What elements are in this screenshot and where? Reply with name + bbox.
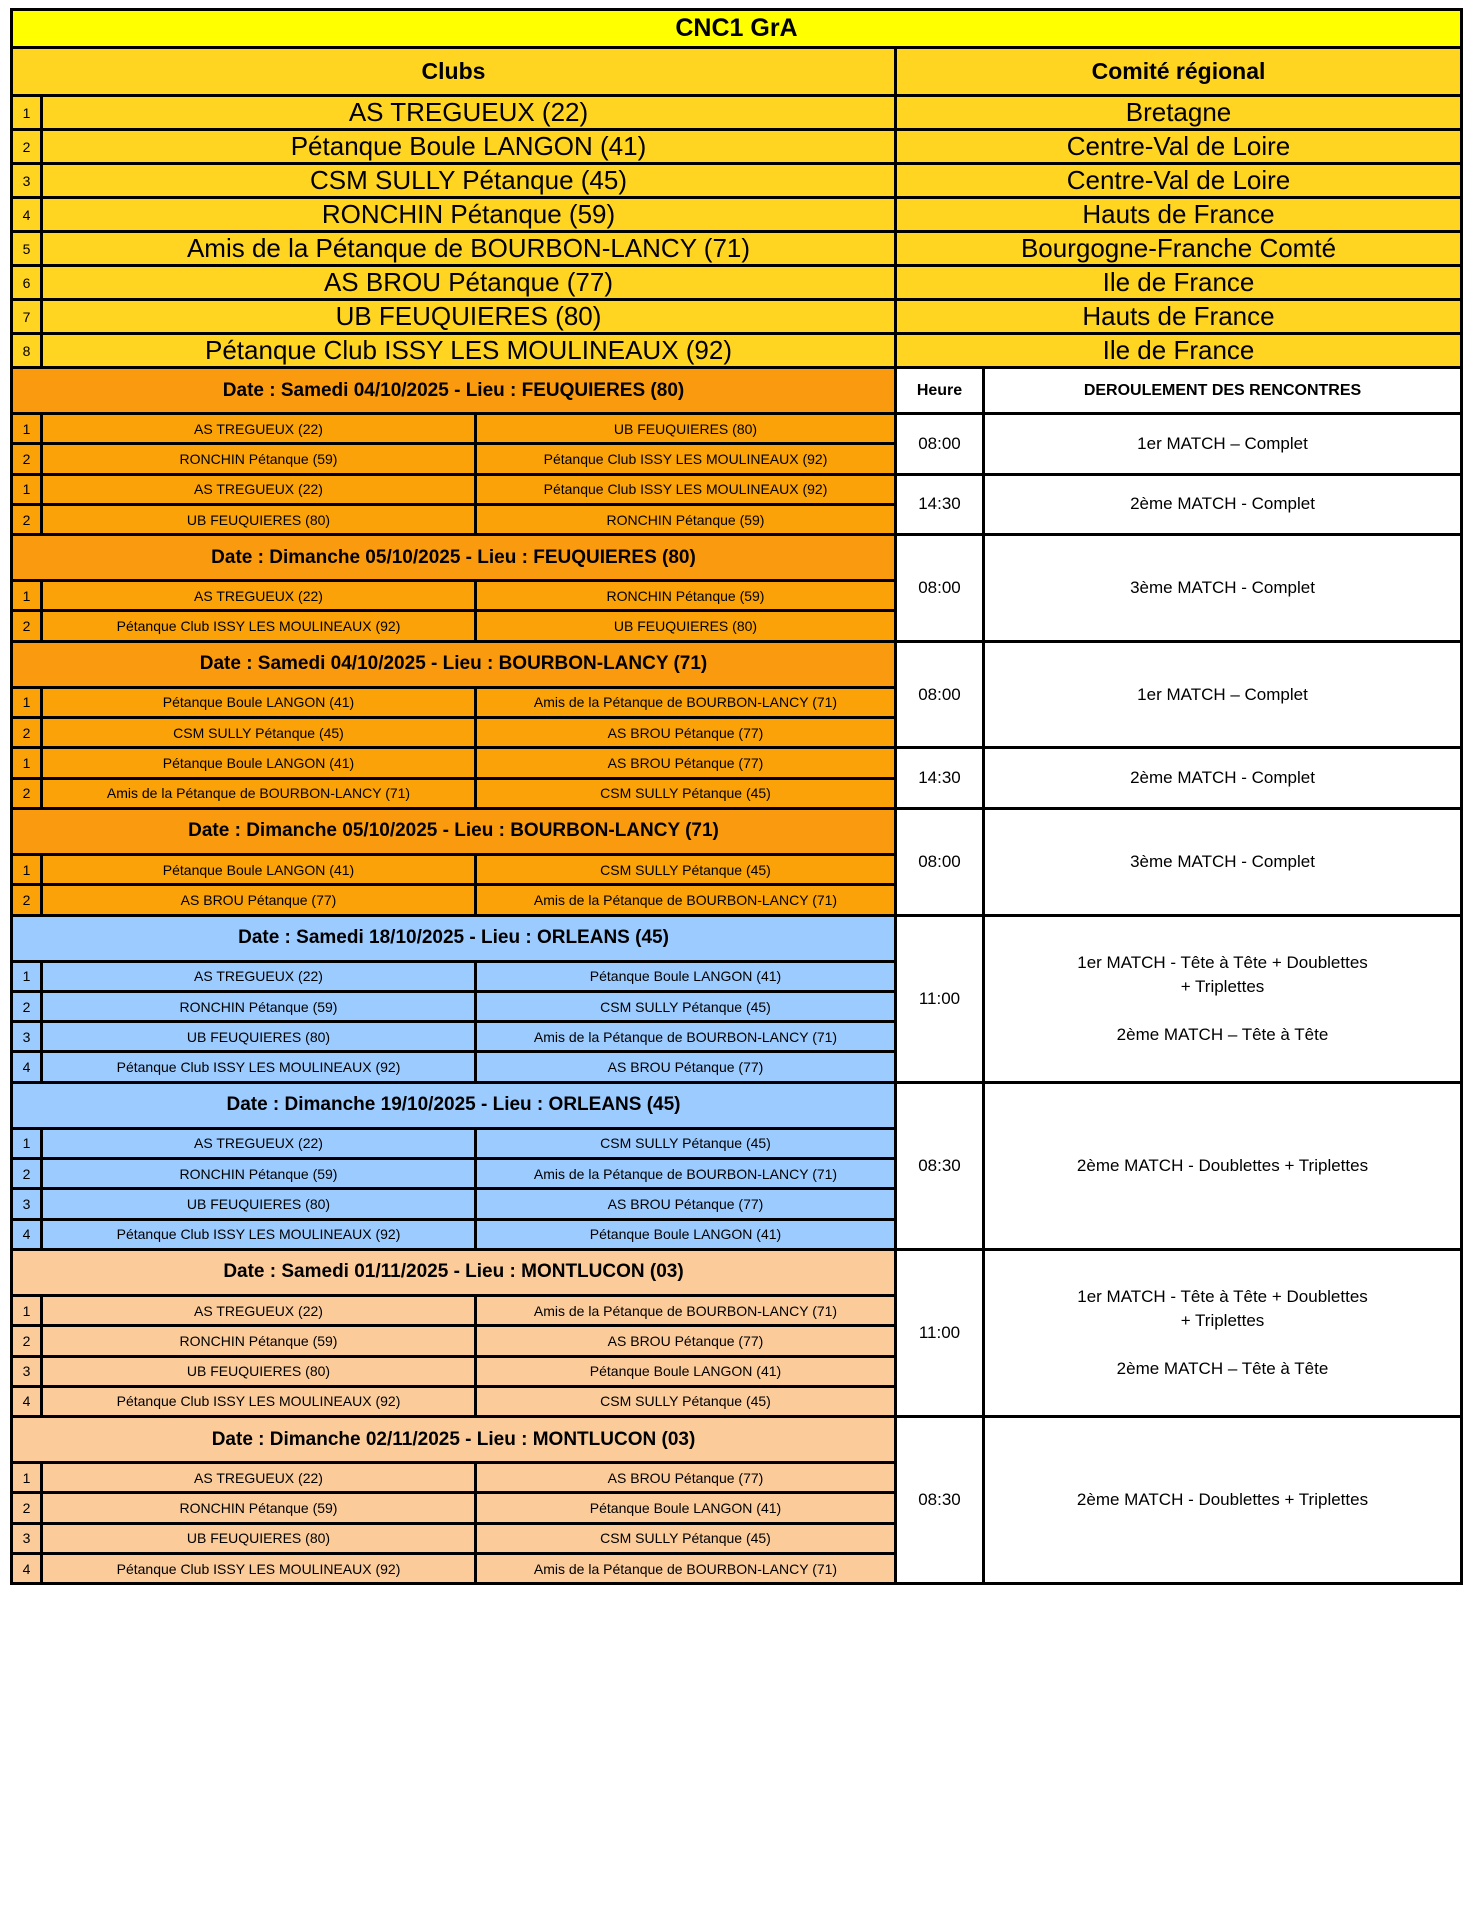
match-team-a: Pétanque Boule LANGON (41) (42, 854, 476, 884)
club-name: UB FEUQUIERES (80) (42, 300, 896, 334)
match-team-b: Amis de la Pétanque de BOURBON-LANCY (71) (476, 1554, 896, 1584)
slot-description: 3ème MATCH - Complet (984, 808, 1462, 915)
description-line (985, 1333, 1460, 1357)
club-name: CSM SULLY Pétanque (45) (42, 164, 896, 198)
club-name: Pétanque Boule LANGON (41) (42, 130, 896, 164)
match-team-a: UB FEUQUIERES (80) (42, 1189, 476, 1219)
club-row (12, 266, 1462, 300)
description-line: + Triplettes (1180, 976, 1265, 996)
slot-time: 08:00 (896, 414, 984, 475)
match-number: 1 (12, 1128, 42, 1158)
match-team-b: Amis de la Pétanque de BOURBON-LANCY (71) (476, 885, 896, 915)
page-title: CNC1 GrA (12, 10, 1462, 48)
match-team-a: Pétanque Boule LANGON (41) (42, 687, 476, 717)
day-date: Date : Dimanche 05/10/2025 - Lieu : BOURBON-LANCY (71) (12, 808, 896, 854)
match-team-a: CSM SULLY Pétanque (45) (42, 718, 476, 748)
slot-time: 11:00 (896, 915, 984, 1082)
match-team-b: UB FEUQUIERES (80) (476, 611, 896, 641)
club-number: 6 (12, 266, 42, 300)
slot-time: 08:00 (896, 641, 984, 748)
description-line: + Triplettes (1180, 1311, 1265, 1331)
match-team-b: UB FEUQUIERES (80) (476, 414, 896, 444)
match-number: 1 (12, 748, 42, 778)
match-team-b: CSM SULLY Pétanque (45) (476, 1386, 896, 1416)
match-team-a: AS BROU Pétanque (77) (42, 885, 476, 915)
match-team-b: CSM SULLY Pétanque (45) (476, 1128, 896, 1158)
club-name: Pétanque Club ISSY LES MOULINEAUX (92) (42, 334, 896, 368)
match-number: 2 (12, 885, 42, 915)
day-date: Date : Dimanche 02/11/2025 - Lieu : MONTLUCON (03) (12, 1417, 896, 1463)
slot-time: 14:30 (896, 474, 984, 535)
heure-header: Heure (896, 368, 984, 414)
match-team-b: Pétanque Boule LANGON (41) (476, 1219, 896, 1249)
club-name: AS TREGUEUX (22) (42, 96, 896, 130)
match-team-a: Amis de la Pétanque de BOURBON-LANCY (71) (42, 778, 476, 808)
region-header: Comité régional (896, 48, 1462, 96)
match-number: 2 (12, 718, 42, 748)
day-header-row (12, 915, 1462, 961)
match-number: 1 (12, 474, 42, 504)
match-number: 2 (12, 1493, 42, 1523)
club-number: 5 (12, 232, 42, 266)
match-team-a: RONCHIN Pétanque (59) (42, 991, 476, 1021)
slot-description: 3ème MATCH - Complet (984, 535, 1462, 642)
match-row (12, 474, 1462, 504)
match-number: 3 (12, 1356, 42, 1386)
match-number: 2 (12, 444, 42, 474)
match-number: 1 (12, 1295, 42, 1325)
match-team-a: UB FEUQUIERES (80) (42, 1523, 476, 1553)
match-team-a: AS TREGUEUX (22) (42, 961, 476, 991)
club-number: 8 (12, 334, 42, 368)
description-line: 1er MATCH - Tête à Tête + Doublettes (1077, 952, 1368, 972)
slot-time: 14:30 (896, 748, 984, 809)
match-team-b: AS BROU Pétanque (77) (476, 1052, 896, 1082)
club-row (12, 130, 1462, 164)
schedule-table (10, 8, 1463, 1585)
match-number: 1 (12, 581, 42, 611)
match-team-a: UB FEUQUIERES (80) (42, 1022, 476, 1052)
match-number: 2 (12, 991, 42, 1021)
match-team-a: AS TREGUEUX (22) (42, 1128, 476, 1158)
match-team-a: Pétanque Club ISSY LES MOULINEAUX (92) (42, 611, 476, 641)
day-date: Date : Dimanche 05/10/2025 - Lieu : FEUQUIERES (80) (12, 535, 896, 581)
match-team-a: Pétanque Club ISSY LES MOULINEAUX (92) (42, 1052, 476, 1082)
match-team-a: RONCHIN Pétanque (59) (42, 1326, 476, 1356)
day-date: Date : Dimanche 19/10/2025 - Lieu : ORLEANS (45) (12, 1082, 896, 1128)
day-header-row (12, 1249, 1462, 1295)
club-region: Centre-Val de Loire (896, 130, 1462, 164)
club-name: RONCHIN Pétanque (59) (42, 198, 896, 232)
match-number: 3 (12, 1022, 42, 1052)
match-team-b: CSM SULLY Pétanque (45) (476, 854, 896, 884)
match-team-a: AS TREGUEUX (22) (42, 414, 476, 444)
club-row (12, 334, 1462, 368)
match-number: 4 (12, 1052, 42, 1082)
slot-description: 1er MATCH – Complet (984, 414, 1462, 475)
club-region: Ile de France (896, 266, 1462, 300)
match-number: 4 (12, 1554, 42, 1584)
club-number: 3 (12, 164, 42, 198)
match-number: 3 (12, 1189, 42, 1219)
schedule-document (10, 8, 1460, 1585)
slot-description: 1er MATCH – Complet (984, 641, 1462, 748)
day-date: Date : Samedi 01/11/2025 - Lieu : MONTLUCON (03) (12, 1249, 896, 1295)
match-team-a: UB FEUQUIERES (80) (42, 1356, 476, 1386)
club-name: AS BROU Pétanque (77) (42, 266, 896, 300)
match-team-b: AS BROU Pétanque (77) (476, 718, 896, 748)
day-header-row (12, 1417, 1462, 1463)
match-number: 2 (12, 504, 42, 534)
day-date: Date : Samedi 04/10/2025 - Lieu : FEUQUIERES (80) (12, 368, 896, 414)
slot-description: 2ème MATCH - Complet (984, 474, 1462, 535)
club-name: Amis de la Pétanque de BOURBON-LANCY (71) (42, 232, 896, 266)
match-team-b: Amis de la Pétanque de BOURBON-LANCY (71) (476, 1159, 896, 1189)
match-team-b: Amis de la Pétanque de BOURBON-LANCY (71) (476, 1022, 896, 1052)
match-number: 1 (12, 854, 42, 884)
match-team-a: Pétanque Club ISSY LES MOULINEAUX (92) (42, 1386, 476, 1416)
slot-time: 08:00 (896, 535, 984, 642)
match-team-a: UB FEUQUIERES (80) (42, 504, 476, 534)
day-header-row (12, 641, 1462, 687)
club-number: 4 (12, 198, 42, 232)
club-region: Bretagne (896, 96, 1462, 130)
match-team-b: Amis de la Pétanque de BOURBON-LANCY (71) (476, 687, 896, 717)
club-row (12, 232, 1462, 266)
match-number: 2 (12, 778, 42, 808)
club-number: 7 (12, 300, 42, 334)
match-number: 1 (12, 961, 42, 991)
slot-description: 2ème MATCH - Complet (984, 748, 1462, 809)
description-line: 1er MATCH - Tête à Tête + Doublettes (1077, 1287, 1368, 1307)
match-team-b: Pétanque Boule LANGON (41) (476, 1356, 896, 1386)
match-team-b: Pétanque Club ISSY LES MOULINEAUX (92) (476, 474, 896, 504)
slot-description: 2ème MATCH - Doublettes + Triplettes (984, 1082, 1462, 1249)
match-number: 1 (12, 687, 42, 717)
match-team-b: Pétanque Boule LANGON (41) (476, 961, 896, 991)
slot-time: 08:00 (896, 808, 984, 915)
slot-description (984, 915, 1462, 1082)
match-number: 4 (12, 1219, 42, 1249)
match-team-a: RONCHIN Pétanque (59) (42, 444, 476, 474)
description-line: 2ème MATCH – Tête à Tête (1116, 1359, 1329, 1379)
match-team-a: AS TREGUEUX (22) (42, 1295, 476, 1325)
match-number: 4 (12, 1386, 42, 1416)
day-header-row (12, 808, 1462, 854)
slot-time: 08:30 (896, 1082, 984, 1249)
match-number: 1 (12, 414, 42, 444)
match-team-a: Pétanque Club ISSY LES MOULINEAUX (92) (42, 1554, 476, 1584)
club-number: 1 (12, 96, 42, 130)
club-region: Centre-Val de Loire (896, 164, 1462, 198)
match-team-b: RONCHIN Pétanque (59) (476, 504, 896, 534)
club-region: Hauts de France (896, 300, 1462, 334)
deroulement-header: DEROULEMENT DES RENCONTRES (984, 368, 1462, 414)
club-row (12, 300, 1462, 334)
day-header-row (12, 535, 1462, 581)
match-team-b: AS BROU Pétanque (77) (476, 748, 896, 778)
match-team-b: Amis de la Pétanque de BOURBON-LANCY (71) (476, 1295, 896, 1325)
match-number: 2 (12, 611, 42, 641)
match-team-a: AS TREGUEUX (22) (42, 581, 476, 611)
match-number: 2 (12, 1326, 42, 1356)
match-team-a: Pétanque Club ISSY LES MOULINEAUX (92) (42, 1219, 476, 1249)
club-region: Bourgogne-Franche Comté (896, 232, 1462, 266)
match-row (12, 414, 1462, 444)
match-number: 1 (12, 1463, 42, 1493)
match-team-a: AS TREGUEUX (22) (42, 474, 476, 504)
match-team-b: CSM SULLY Pétanque (45) (476, 1523, 896, 1553)
match-team-a: Pétanque Boule LANGON (41) (42, 748, 476, 778)
match-team-a: RONCHIN Pétanque (59) (42, 1493, 476, 1523)
club-row (12, 198, 1462, 232)
slot-time: 08:30 (896, 1417, 984, 1584)
match-team-b: Pétanque Club ISSY LES MOULINEAUX (92) (476, 444, 896, 474)
club-region: Ile de France (896, 334, 1462, 368)
club-number: 2 (12, 130, 42, 164)
match-team-b: CSM SULLY Pétanque (45) (476, 991, 896, 1021)
slot-description: 2ème MATCH - Doublettes + Triplettes (984, 1417, 1462, 1584)
match-number: 2 (12, 1159, 42, 1189)
club-row (12, 164, 1462, 198)
day-date: Date : Samedi 04/10/2025 - Lieu : BOURBON-LANCY (71) (12, 641, 896, 687)
description-line (985, 999, 1460, 1023)
description-line: 2ème MATCH – Tête à Tête (1116, 1024, 1329, 1044)
club-row (12, 96, 1462, 130)
match-team-b: CSM SULLY Pétanque (45) (476, 778, 896, 808)
slot-time: 11:00 (896, 1249, 984, 1416)
match-team-a: AS TREGUEUX (22) (42, 1463, 476, 1493)
match-team-b: RONCHIN Pétanque (59) (476, 581, 896, 611)
match-team-a: RONCHIN Pétanque (59) (42, 1159, 476, 1189)
match-team-b: Pétanque Boule LANGON (41) (476, 1493, 896, 1523)
match-team-b: AS BROU Pétanque (77) (476, 1189, 896, 1219)
clubs-header: Clubs (12, 48, 896, 96)
day-date: Date : Samedi 18/10/2025 - Lieu : ORLEANS (45) (12, 915, 896, 961)
slot-description (984, 1249, 1462, 1416)
match-row (12, 748, 1462, 778)
club-region: Hauts de France (896, 198, 1462, 232)
match-number: 3 (12, 1523, 42, 1553)
match-team-b: AS BROU Pétanque (77) (476, 1326, 896, 1356)
day-header-row (12, 368, 1462, 414)
match-team-b: AS BROU Pétanque (77) (476, 1463, 896, 1493)
day-header-row (12, 1082, 1462, 1128)
